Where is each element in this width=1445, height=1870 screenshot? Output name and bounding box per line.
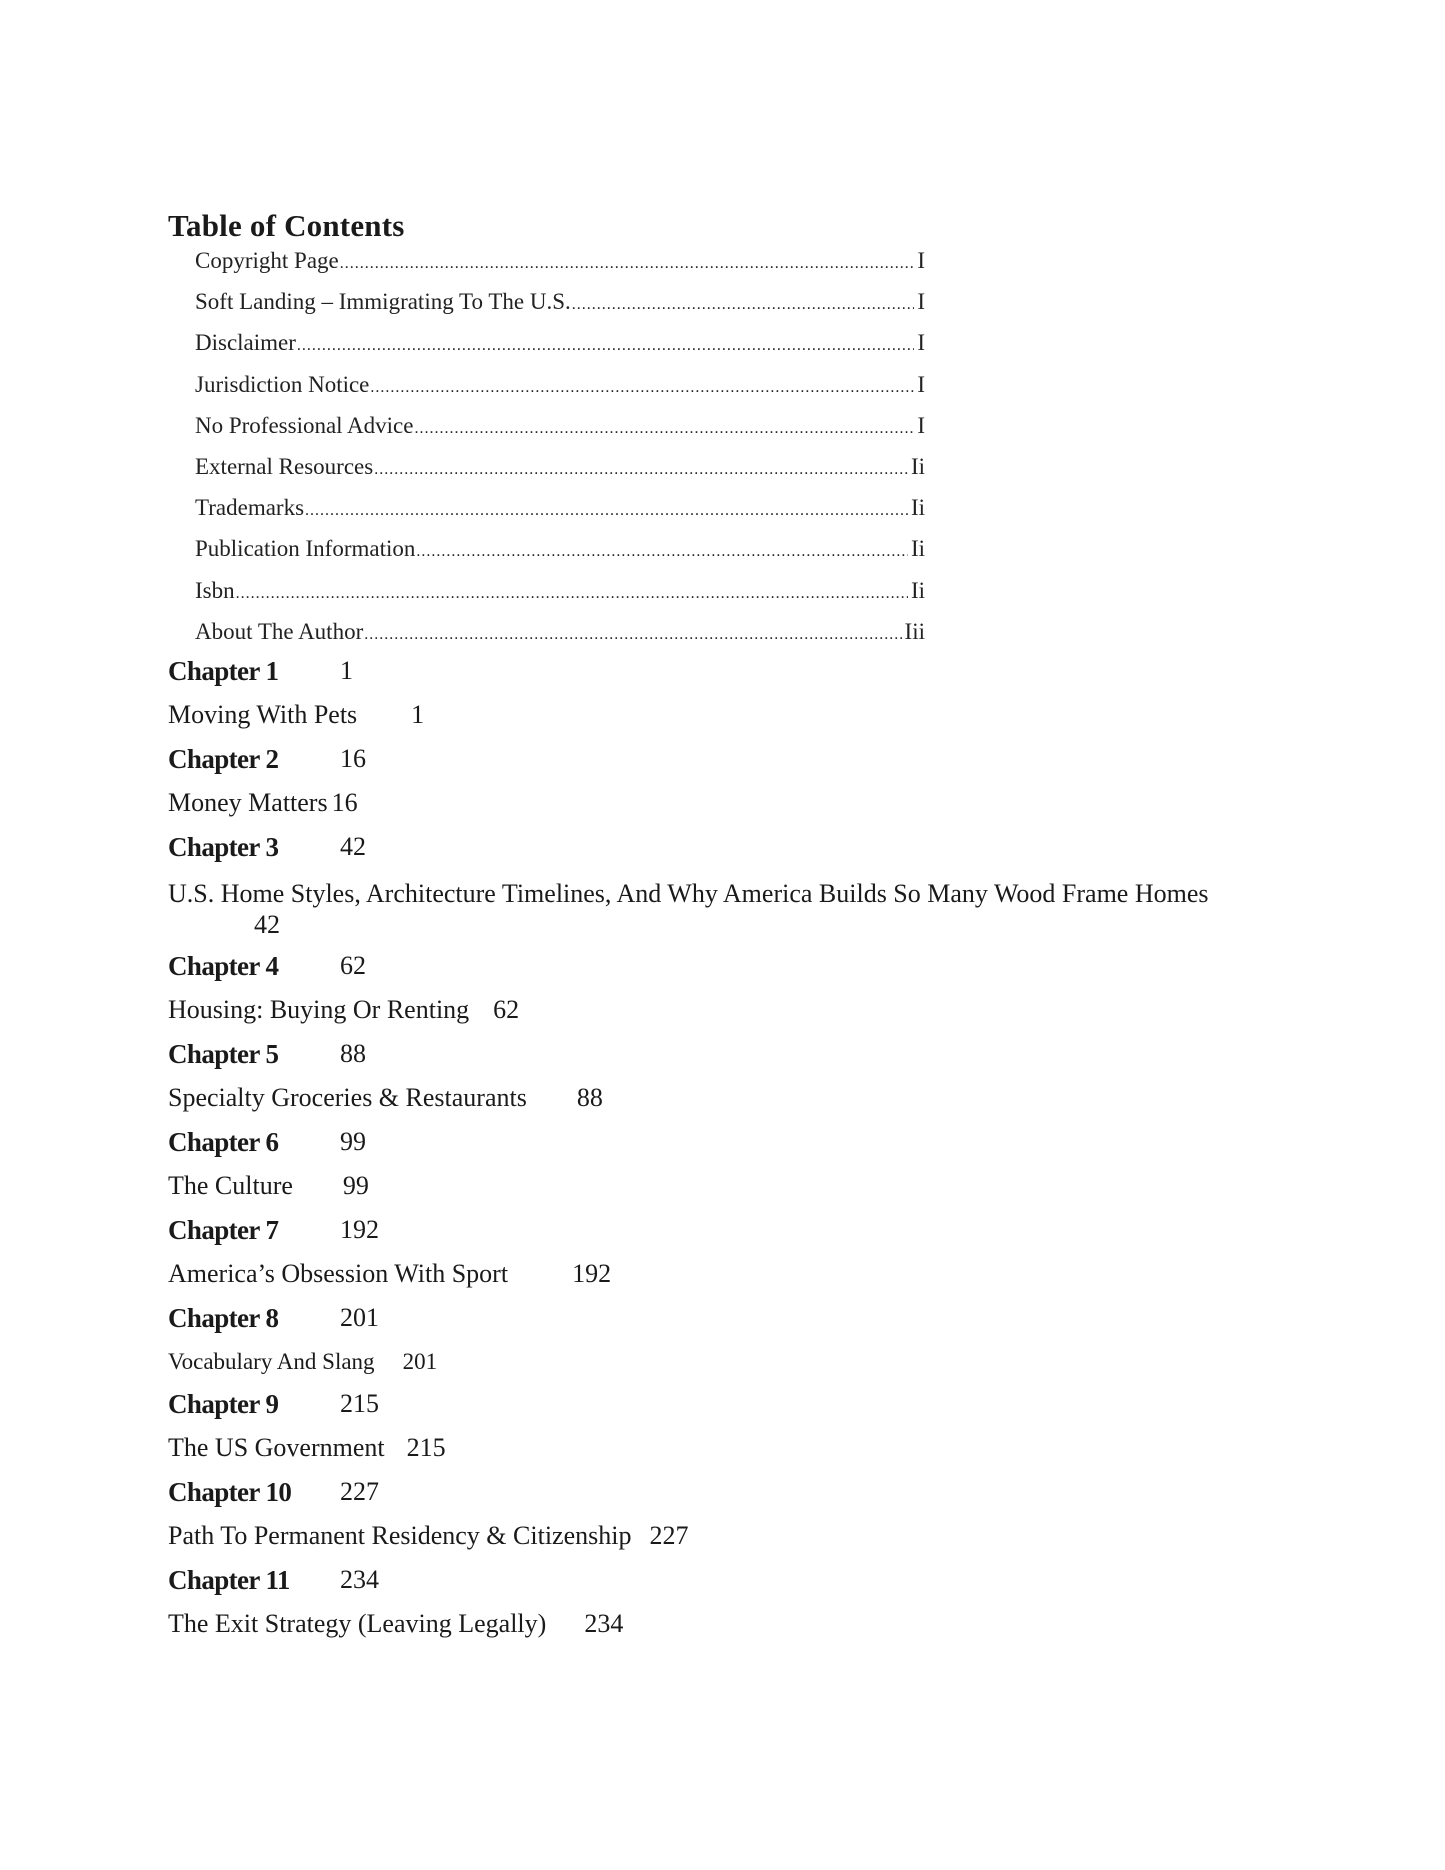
toc-entry-no-professional-advice[interactable] xyxy=(195,413,925,454)
toc-entry-isbn[interactable] xyxy=(195,578,925,619)
toc-chapter-title-3[interactable] xyxy=(168,878,1308,940)
dot-leader xyxy=(374,461,908,479)
chapter-heading-label: Chapter 6 xyxy=(168,1127,279,1157)
entry-label: Isbn xyxy=(195,577,235,603)
dot-leader xyxy=(364,626,901,644)
entry-page-number: I xyxy=(917,248,925,273)
toc-chapter-heading-5[interactable] xyxy=(168,1039,366,1070)
chapter-heading-label: Chapter 5 xyxy=(168,1039,279,1069)
entry-page-number: Iii xyxy=(904,618,925,644)
entry-page-number: I xyxy=(917,330,925,356)
entry-label: Soft Landing – Immigrating To The U.S. xyxy=(195,289,571,315)
toc-chapter-title-2[interactable] xyxy=(168,788,358,818)
chapter-title-page-number: 42 xyxy=(254,910,280,939)
chapter-title-page-number: 234 xyxy=(584,1609,624,1638)
chapter-heading-label: Chapter 8 xyxy=(168,1303,279,1333)
chapter-title-label: The Culture xyxy=(168,1171,293,1200)
chapter-title-page-number: 192 xyxy=(572,1259,612,1288)
chapter-heading-label: Chapter 7 xyxy=(168,1215,279,1245)
toc-entry-publication-information[interactable] xyxy=(195,536,925,577)
toc-entry-disclaimer[interactable] xyxy=(195,330,925,371)
chapter-title-label: Specialty Groceries & Restaurants xyxy=(168,1083,527,1112)
dot-leader xyxy=(414,420,914,438)
chapter-heading-label: Chapter 3 xyxy=(168,832,279,862)
chapter-title-page-number: 201 xyxy=(402,1349,438,1374)
chapter-heading-page-number: 42 xyxy=(340,832,366,861)
dot-leader xyxy=(572,296,915,314)
dot-leader xyxy=(416,543,908,561)
dot-leader xyxy=(370,379,914,397)
toc-chapter-heading-1[interactable] xyxy=(168,656,353,687)
toc-chapter-heading-8[interactable] xyxy=(168,1303,379,1334)
chapter-heading-page-number: 234 xyxy=(340,1565,379,1594)
chapter-title-page-number: 1 xyxy=(411,700,425,729)
entry-label: Publication Information xyxy=(195,536,416,562)
chapter-title-label: The US Government xyxy=(168,1433,385,1462)
toc-entry-soft-landing[interactable] xyxy=(195,289,925,330)
toc-entry-copyright-page[interactable] xyxy=(195,248,925,289)
toc-chapter-heading-10[interactable] xyxy=(168,1477,379,1508)
chapter-heading-page-number: 192 xyxy=(340,1215,379,1244)
toc-chapter-title-4[interactable] xyxy=(168,995,519,1025)
chapter-title-label: U.S. Home Styles, Architecture Timelines, And Why America Builds So Many Wood Frame Homes xyxy=(168,879,1209,908)
toc-chapter-title-6[interactable] xyxy=(168,1171,369,1201)
chapter-heading-page-number: 1 xyxy=(340,656,353,685)
chapter-title-label: America’s Obsession With Sport xyxy=(168,1259,509,1288)
dot-leader xyxy=(297,337,914,355)
front-matter-list xyxy=(195,248,925,660)
toc-chapter-heading-6[interactable] xyxy=(168,1127,366,1158)
chapter-title-page-number: 16 xyxy=(331,788,358,817)
chapter-heading-label: Chapter 11 xyxy=(168,1565,290,1595)
chapter-heading-label: Chapter 9 xyxy=(168,1389,279,1419)
toc-entry-external-resources[interactable] xyxy=(195,454,925,495)
entry-label: About The Author xyxy=(195,618,364,644)
chapter-heading-page-number: 215 xyxy=(340,1389,379,1418)
chapter-title-page-number: 215 xyxy=(406,1433,446,1462)
entry-page-number: Ii xyxy=(910,536,925,562)
chapter-title-page-number: 99 xyxy=(342,1171,369,1200)
chapter-heading-page-number: 201 xyxy=(340,1303,379,1332)
entry-label: No Professional Advice xyxy=(195,412,414,438)
chapter-title-label: The Exit Strategy (Leaving Legally) xyxy=(168,1609,547,1638)
chapter-title-label: Money Matters xyxy=(168,788,328,817)
dot-leader xyxy=(340,255,915,273)
entry-page-number: I xyxy=(917,371,925,397)
chapter-title-label: Housing: Buying Or Renting xyxy=(168,995,470,1024)
chapter-heading-page-number: 227 xyxy=(340,1477,379,1506)
chapter-title-label: Vocabulary And Slang xyxy=(168,1349,375,1374)
toc-chapter-title-10[interactable] xyxy=(168,1521,688,1551)
chapter-heading-page-number: 99 xyxy=(340,1127,366,1156)
chapter-heading-label: Chapter 1 xyxy=(168,656,279,686)
toc-entry-trademarks[interactable] xyxy=(195,495,925,536)
chapter-title-page-number: 62 xyxy=(493,995,520,1024)
toc-chapter-heading-9[interactable] xyxy=(168,1389,379,1420)
toc-chapter-title-1[interactable] xyxy=(168,700,424,730)
chapter-title-label: Moving With Pets xyxy=(168,700,358,729)
chapter-title-page-number: 88 xyxy=(576,1083,603,1112)
chapter-heading-label: Chapter 10 xyxy=(168,1477,292,1507)
toc-entry-jurisdiction-notice[interactable] xyxy=(195,372,925,413)
toc-chapter-heading-7[interactable] xyxy=(168,1215,379,1246)
chapter-title-page-number: 227 xyxy=(649,1521,689,1550)
entry-label: Trademarks xyxy=(195,495,305,521)
dot-leader xyxy=(236,585,908,603)
chapter-heading-label: Chapter 4 xyxy=(168,951,279,981)
toc-entry-about-the-author[interactable] xyxy=(195,619,925,660)
entry-label: Copyright Page xyxy=(195,248,339,273)
entry-page-number: Ii xyxy=(910,495,925,521)
chapter-title-label: Path To Permanent Residency & Citizenship xyxy=(168,1521,632,1550)
dot-leader xyxy=(305,502,908,520)
toc-chapter-title-5[interactable] xyxy=(168,1083,603,1113)
toc-chapter-heading-2[interactable] xyxy=(168,744,366,775)
chapter-heading-page-number: 62 xyxy=(340,951,366,980)
entry-page-number: Ii xyxy=(910,453,925,479)
toc-chapter-heading-11[interactable] xyxy=(168,1565,379,1596)
entry-page-number: I xyxy=(917,412,925,438)
toc-chapter-title-8[interactable] xyxy=(168,1349,437,1375)
entry-page-number: Ii xyxy=(910,577,925,603)
chapter-heading-page-number: 16 xyxy=(340,744,366,773)
entry-label: Jurisdiction Notice xyxy=(195,371,370,397)
toc-chapter-heading-4[interactable] xyxy=(168,951,366,982)
toc-chapter-title-11[interactable] xyxy=(168,1609,623,1639)
toc-chapter-title-9[interactable] xyxy=(168,1433,446,1463)
page-title: Table of Contents xyxy=(168,208,405,243)
toc-chapter-title-7[interactable] xyxy=(168,1259,611,1289)
toc-chapter-heading-3[interactable] xyxy=(168,832,366,863)
chapter-heading-page-number: 88 xyxy=(340,1039,366,1068)
entry-label: Disclaimer xyxy=(195,330,296,356)
chapter-heading-label: Chapter 2 xyxy=(168,744,279,774)
entry-label: External Resources xyxy=(195,453,374,479)
entry-page-number: I xyxy=(917,289,925,315)
